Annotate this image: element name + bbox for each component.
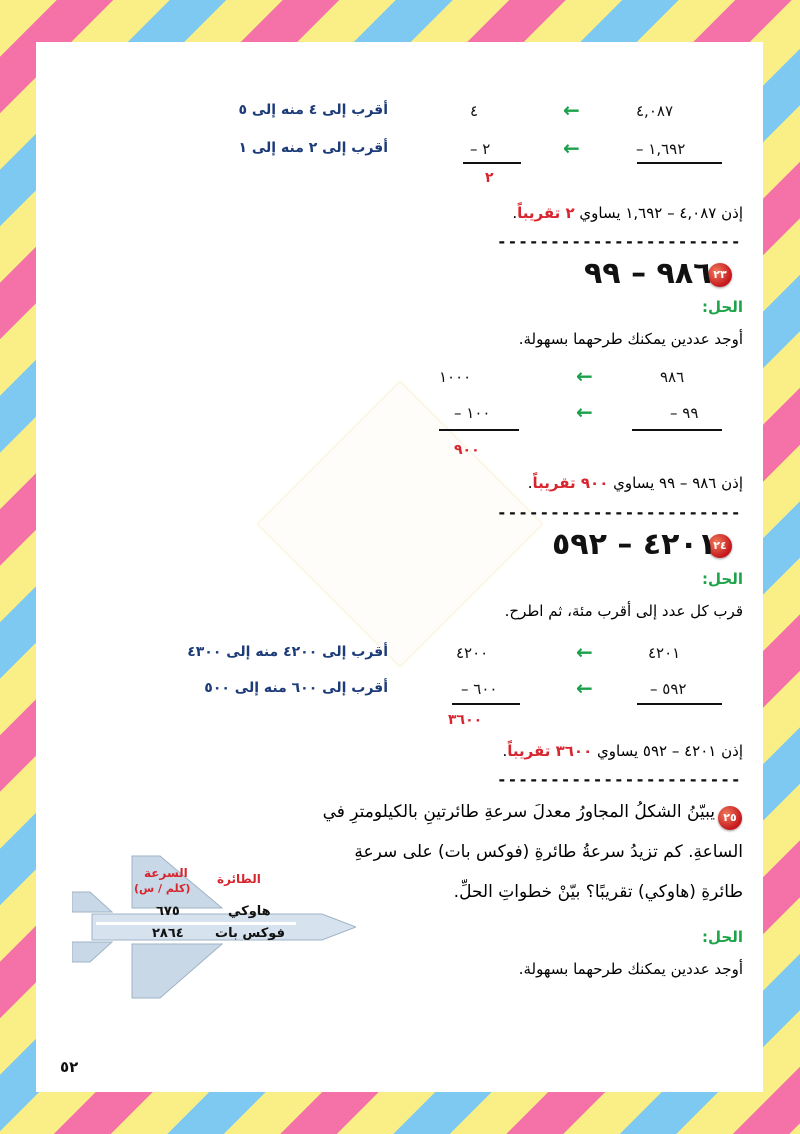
original-value-2: ٩٩ – [670,404,699,422]
instruction-text: قرب كل عدد إلى أقرب مئة، ثم اطرح. [504,602,743,620]
rounding-note-1: أقرب إلى ٤٢٠٠ منه إلى ٤٣٠٠ [187,644,388,660]
original-value-1: ٤٢٠١ [648,644,681,662]
conclusion-value: ٣٦٠٠ تقريباً [507,742,593,760]
conclusion-value: ٩٠٠ تقريباً [532,474,609,492]
table-plane-name: هاوكي [228,904,271,919]
instruction-text: أوجد عددين يمكنك طرحهما بسهولة. [518,960,743,978]
difference-result: ٢ [485,170,494,186]
watermark [256,380,544,668]
original-value-1: ٤,٠٨٧ [636,102,673,120]
question-expression: ٩٨٦ – ٩٩ [584,256,712,291]
rounded-value-1: ١٠٠٠ [439,368,472,386]
solution-label: الحل: [702,298,743,316]
section-divider: ----------------------- [497,503,742,522]
rounding-note-2: أقرب إلى ٢ منه إلى ١ [238,140,388,156]
table-plane-name: فوكس بات [215,926,285,941]
arrow-icon: ← [576,640,593,664]
table-header-speed: السرعة [144,866,188,880]
conclusion-text: إذن ٩٨٦ – ٩٩ يساوي [608,474,743,492]
conclusion-end: . [512,204,518,222]
subtraction-line [637,162,722,164]
question-number-badge: ٢٣ [708,263,732,287]
rounded-value-2: ٢ – [470,140,491,158]
rounded-value-2: ١٠٠ – [454,404,491,422]
airplane-speed-figure [72,852,356,1000]
question-text-line-3: طائرةِ (هاوكي) تقريبًا؟ بيّنْ خطواتِ الحلِّ. [453,882,743,902]
page-number: ٥٢ [60,1058,79,1076]
section-divider: ----------------------- [497,232,742,251]
rounding-note-1: أقرب إلى ٤ منه إلى ٥ [238,102,388,118]
table-plane-speed: ٢٨٦٤ [152,926,184,941]
original-value-2: ١,٦٩٢ – [636,140,686,158]
difference-result: ٣٦٠٠ [448,712,483,728]
conclusion-sentence [502,742,743,760]
table-header-plane: الطائرة [217,872,261,886]
subtraction-line [632,429,722,431]
rounded-value-1: ٤٢٠٠ [456,644,489,662]
original-value-1: ٩٨٦ [660,368,685,386]
rounded-value-1: ٤ [470,102,479,120]
conclusion-sentence [528,474,743,492]
arrow-icon: ← [576,364,593,388]
rounded-value-2: ٦٠٠ – [461,680,498,698]
solution-label: الحل: [702,570,743,588]
section-divider: ----------------------- [497,770,742,789]
question-number-badge: ٢٤ [708,534,732,558]
arrow-icon: ← [576,400,593,424]
arrow-icon: ← [563,98,580,122]
instruction-text: أوجد عددين يمكنك طرحهما بسهولة. [518,330,743,348]
conclusion-value: ٢ تقريباً [517,204,575,222]
subtraction-line [439,429,519,431]
airplane-image [72,852,356,1000]
conclusion-text: إذن ٤٢٠١ – ٥٩٢ يساوي [592,742,743,760]
subtraction-line [463,162,521,164]
solution-label: الحل: [702,928,743,946]
worksheet-page [36,42,763,1092]
conclusion-sentence [512,204,743,222]
difference-result: ٩٠٠ [454,442,480,458]
question-expression: ٤٢٠١ – ٥٩٢ [552,527,717,562]
original-value-2: ٥٩٢ – [650,680,687,698]
conclusion-end: . [527,474,533,492]
conclusion-text: إذن ٤,٠٨٧ – ١,٦٩٢ يساوي [574,204,743,222]
table-header-unit: (كلم / س) [134,882,191,895]
subtraction-line [452,703,520,705]
conclusion-end: . [502,742,508,760]
subtraction-line [637,703,722,705]
question-text-line-1: يبيّنُ الشكلُ المجاورُ معدلَ سرعةِ طائرتينِ بالكيلومترِ في [322,802,715,822]
question-text-line-2: الساعةِ. كم تزيدُ سرعةُ طائرةِ (فوكس بات) على سرعةِ [354,842,743,862]
rounding-note-2: أقرب إلى ٦٠٠ منه إلى ٥٠٠ [204,680,388,696]
arrow-icon: ← [563,136,580,160]
arrow-icon: ← [576,676,593,700]
question-number-badge: ٢٥ [718,806,742,830]
table-plane-speed: ٦٧٥ [156,904,180,919]
